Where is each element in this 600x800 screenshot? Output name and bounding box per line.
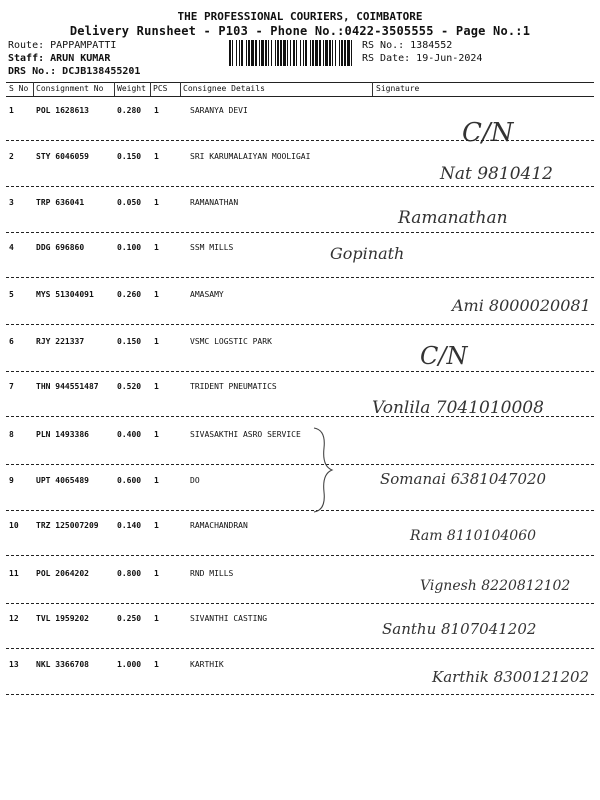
row-pcs: 1 <box>154 337 159 346</box>
row-weight: 0.800 <box>117 569 142 578</box>
row-consignee: RAMANATHAN <box>190 198 239 207</box>
row-pcs: 1 <box>154 198 159 207</box>
row-pcs: 1 <box>154 614 159 623</box>
row-consignee: VSMC LOGSTIC PARK <box>190 337 272 346</box>
row-signature: Nat 9810412 <box>440 164 553 184</box>
row-pcs: 1 <box>154 290 159 299</box>
row-weight: 0.280 <box>117 106 142 115</box>
row-weight: 1.000 <box>117 660 142 669</box>
row-consignee: SIVANTHI CASTING <box>190 614 268 623</box>
col-divider <box>114 82 115 96</box>
company-name: THE PROFESSIONAL COURIERS, COIMBATORE <box>177 10 423 23</box>
row-signature: Karthik 8300121202 <box>432 668 590 686</box>
col-divider <box>33 82 34 96</box>
col-header-signature: Signature <box>376 84 420 93</box>
row-weight: 0.140 <box>117 521 142 530</box>
col-divider <box>180 82 181 96</box>
row-divider <box>6 510 594 511</box>
col-header-weight: Weight <box>117 84 146 93</box>
col-header-consignee: Consignee Details <box>183 84 265 93</box>
row-weight: 0.150 <box>117 152 142 161</box>
col-header-pcs: PCS <box>153 84 168 93</box>
row-consignee: DO <box>190 476 200 485</box>
row-divider <box>6 694 594 695</box>
runsheet-title: Delivery Runsheet - P103 - Phone No.:0422-3505555 - Page No.:1 <box>69 24 531 38</box>
row-consignment-no: POL 2064202 <box>36 569 89 578</box>
row-pcs: 1 <box>154 569 159 578</box>
row-consignment-no: DDG 696860 <box>36 243 85 252</box>
row-consignment-no: TRP 636041 <box>36 198 85 207</box>
row-consignment-no: POL 1628613 <box>36 106 89 115</box>
row-consignee: SIVASAKTHI ASRO SERVICE <box>190 430 301 439</box>
row-divider <box>6 371 594 372</box>
row-weight: 0.600 <box>117 476 142 485</box>
row-consignment-no: TRZ 125007209 <box>36 521 99 530</box>
row-signature: Gopinath <box>330 244 405 263</box>
row-weight: 0.520 <box>117 382 142 391</box>
row-weight: 0.100 <box>117 243 142 252</box>
row-consignee: SARANYA DEVI <box>190 106 248 115</box>
row-consignee: SRI KARUMALAIYAN MOOLIGAI <box>190 152 311 161</box>
row-sno: 9 <box>9 476 14 485</box>
row-divider <box>6 555 594 556</box>
route-label: Route: PAPPAMPATTI <box>8 40 117 51</box>
row-consignee: TRIDENT PNEUMATICS <box>190 382 277 391</box>
row-sno: 3 <box>9 198 14 207</box>
row-consignment-no: RJY 221337 <box>36 337 85 346</box>
row-divider <box>6 416 594 417</box>
header-bottom-rule <box>6 96 594 97</box>
row-signature: Ami 8000020081 <box>452 296 591 315</box>
row-consignee: AMASAMY <box>190 290 224 299</box>
row-pcs: 1 <box>154 660 159 669</box>
drs-number: DRS No.: DCJB138455201 <box>8 66 141 77</box>
row-pcs: 1 <box>154 382 159 391</box>
row-consignment-no: UPT 4065489 <box>36 476 89 485</box>
row-weight: 0.050 <box>117 198 142 207</box>
row-signature: Santhu 8107041202 <box>382 620 537 638</box>
row-weight: 0.250 <box>117 614 142 623</box>
row-consignment-no: PLN 1493386 <box>36 430 89 439</box>
row-divider <box>6 324 594 325</box>
row-sno: 11 <box>9 569 19 578</box>
col-divider <box>372 82 373 96</box>
row-signature: Ram 8110104060 <box>410 528 537 544</box>
row-sno: 4 <box>9 243 14 252</box>
row-weight: 0.150 <box>117 337 142 346</box>
row-sno: 10 <box>9 521 19 530</box>
row-sno: 6 <box>9 337 14 346</box>
row-sno: 13 <box>9 660 19 669</box>
row-divider <box>6 277 594 278</box>
rs-number: RS No.: 1384552 <box>362 40 453 51</box>
row-consignment-no: MYS 51304091 <box>36 290 94 299</box>
row-signature: Ramanathan <box>398 208 508 228</box>
col-header-consignment: Consignment No <box>36 84 104 93</box>
rs-date: RS Date: 19-Jun-2024 <box>362 53 483 64</box>
row-divider <box>6 186 594 187</box>
row-pcs: 1 <box>154 243 159 252</box>
row-signature: Vonlila 7041010008 <box>372 398 544 418</box>
row-divider <box>6 140 594 141</box>
ditto-brace-mark <box>312 426 336 514</box>
row-consignment-no: THN 944551487 <box>36 382 99 391</box>
row-pcs: 1 <box>154 430 159 439</box>
barcode-image <box>228 40 356 66</box>
row-divider <box>6 648 594 649</box>
row-sno: 8 <box>9 430 14 439</box>
row-divider <box>6 603 594 604</box>
row-sno: 5 <box>9 290 14 299</box>
row-sno: 7 <box>9 382 14 391</box>
staff-label: Staff: ARUN KUMAR <box>8 53 111 64</box>
row-consignee: SSM MILLS <box>190 243 234 252</box>
row-sno: 12 <box>9 614 19 623</box>
row-pcs: 1 <box>154 106 159 115</box>
row-consignment-no: NKL 3366708 <box>36 660 89 669</box>
col-divider <box>150 82 151 96</box>
row-sno: 2 <box>9 152 14 161</box>
row-weight: 0.260 <box>117 290 142 299</box>
header-top-rule <box>6 82 594 83</box>
row-divider <box>6 464 594 465</box>
row-signature: C/N <box>420 342 468 370</box>
row-consignee: RAMACHANDRAN <box>190 521 248 530</box>
row-consignment-no: TVL 1959202 <box>36 614 89 623</box>
row-divider <box>6 232 594 233</box>
row-signature: C/N <box>462 118 514 148</box>
row-signature: Somanai 6381047020 <box>380 470 547 488</box>
row-sno: 1 <box>9 106 14 115</box>
row-pcs: 1 <box>154 152 159 161</box>
row-signature: Vignesh 8220812102 <box>420 578 571 594</box>
col-header-sno: S No <box>9 84 29 93</box>
row-pcs: 1 <box>154 521 159 530</box>
row-consignee: KARTHIK <box>190 660 224 669</box>
row-pcs: 1 <box>154 476 159 485</box>
row-consignment-no: STY 6046059 <box>36 152 89 161</box>
row-consignee: RND MILLS <box>190 569 234 578</box>
row-weight: 0.400 <box>117 430 142 439</box>
